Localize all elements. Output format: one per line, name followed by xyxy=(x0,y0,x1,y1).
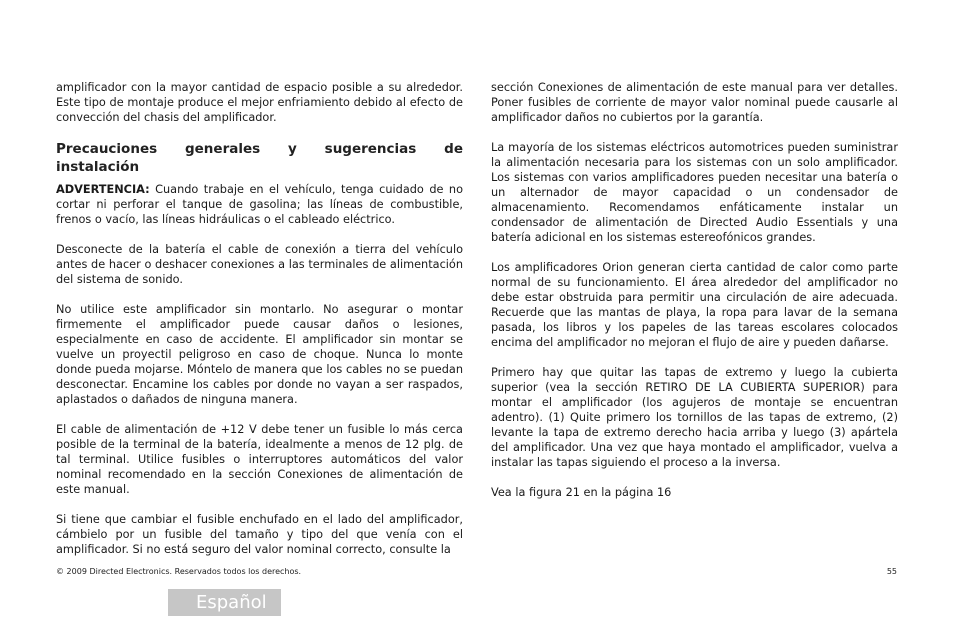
battery-paragraph: Desconecte de la batería el cable de conexión a tierra del vehículo antes de hacer o deshacer conexiones a las terminales de alimentación del sistema de sonido. xyxy=(56,243,463,286)
electrical-system-paragraph: La mayoría de los sistemas eléctricos automotrices pueden suministrar la alimentación necesaria para los sistemas con un solo amplificador. Los sistemas con varios amplificadores pueden necesitar una batería o un alternador de mayor capacidad o un condensador de almacenamiento. Recomendamos enfáticamente instalar un condensador de alimentación de Directed Audio Essentials y una batería adicional en los sistemas estereofónicos grandes. xyxy=(491,141,898,244)
mounting-paragraph: No utilice este amplificador sin montarlo. No asegurar o montar firmemente el amplificador puede causar daños o lesiones, especialmente en caso de accidente. El amplificador sin montar se vuelve un proyectil peligroso en caso de choque. Nunca lo monte donde pueda mojarse. Móntelo de manera que los cables no se puedan desconectar. Encamine los cables por donde no vayan a ser raspados, aplastados o dañados de ninguna manera. xyxy=(56,303,463,406)
intro-paragraph: amplificador con la mayor cantidad de espacio posible a su alrededor. Este tipo de montaje produce el mejor enfriamiento debido al efecto de convección del chasis del amplificador. xyxy=(56,81,463,124)
fuse-paragraph: El cable de alimentación de +12 V debe tener un fusible lo más cerca posible de la terminal de la batería, idealmente a menos de 12 plg. de tal terminal. Utilice fusibles o interruptores automáticos del valor nominal recomendado en la sección Conexiones de alimentación de este manual. xyxy=(56,423,463,496)
heat-paragraph: Los amplificadores Orion generan cierta cantidad de calor como parte normal de su funcionamiento. El área alrededor del amplificador no debe estar obstruida para permitir una circulación de aire adecuada. Recuerde que las mantas de playa, la ropa para lavar de la semana pasada, los libros y los papeles de las tareas escolares colocados encima del amplificador no mejoran el flujo de aire y pueden dañarse. xyxy=(491,261,898,349)
language-tab: Español xyxy=(168,589,281,616)
copyright-notice: © 2009 Directed Electronics. Reservados todos los derechos. xyxy=(56,567,302,576)
fuse-replacement-paragraph: Si tiene que cambiar el fusible enchufado en el lado del amplificador, cámbielo por un fusible del tamaño y tipo del que venía con el amplificador. Si no está seguro del valor nominal correcto, consulte la xyxy=(56,513,463,556)
right-column xyxy=(491,80,898,515)
left-column xyxy=(56,80,463,572)
warning-paragraph xyxy=(56,182,463,227)
end-caps-paragraph: Primero hay que quitar las tapas de extremo y luego la cubierta superior (vea la sección RETIRO DE LA CUBIERTA SUPERIOR) para montar el amplificador (los agujeros de montaje se encuentran adentro). (1) Quite primero los tornillos de las tapas de extremo, (2) levante la tapa de extremo derecho hacia arriba y luego (3) apártela del amplificador. Una vez que haya montado el amplificador, vuelva a instalar las tapas siguiendo el proceso a la inversa. xyxy=(491,366,898,469)
warning-label: ADVERTENCIA: xyxy=(56,183,150,196)
fuse-continuation-paragraph: sección Conexiones de alimentación de este manual para ver detalles. Poner fusibles de corriente de mayor valor nominal puede causarle al amplificador daños no cubiertos por la garantía. xyxy=(491,81,898,124)
page-number: 55 xyxy=(886,567,897,576)
figure-reference: Vea la figura 21 en la página 16 xyxy=(491,486,672,499)
section-heading: Precauciones generales y sugerencias de instalación xyxy=(56,141,463,175)
warning-text: Cuando trabaje en el vehículo, tenga cuidado de no cortar ni perforar el tanque de gasolina; las líneas de combustible, frenos o vacío, las líneas hidráulicas o el cableado eléctrico. xyxy=(56,183,463,226)
